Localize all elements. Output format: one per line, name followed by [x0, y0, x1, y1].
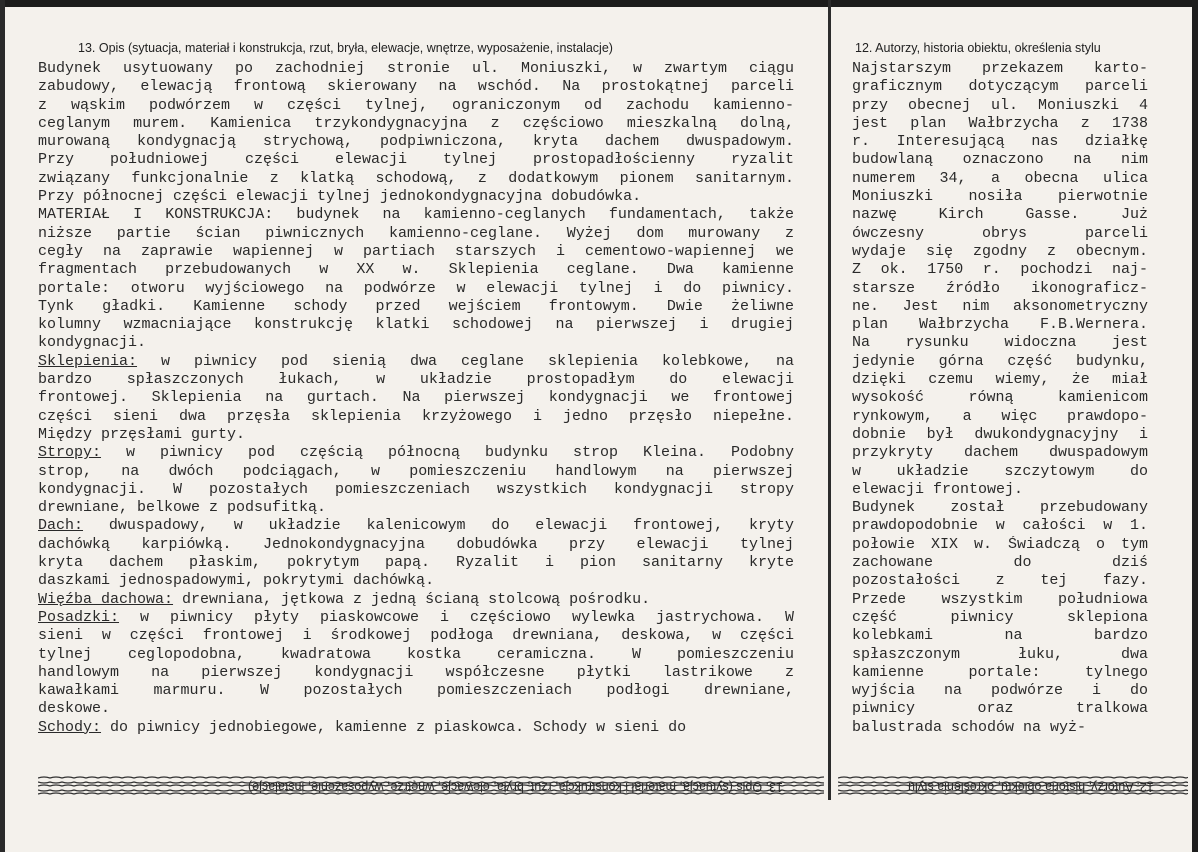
line-text: ceglanym murem. Kamienica trzykondygnacyjna z częściowo mieszkalną dolną,: [38, 114, 794, 132]
text-line: [38, 225, 794, 243]
text-line: [38, 243, 794, 261]
line-text: drewniana, jętkowa z jedną ścianą stolcową pośrodku.: [173, 590, 651, 608]
line-text: prawdopodobnie w całości w 1.: [852, 517, 1148, 535]
line-text: numerem 34, a obecna ulica: [852, 169, 1148, 187]
text-line: [38, 517, 794, 535]
text-line: [852, 609, 1148, 627]
text-line: [852, 115, 1148, 133]
line-text: zabudowy, elewacją frontową skierowany na wschód. Na prostokątnej parceli: [38, 78, 794, 96]
line-text: kolumny wzmacniające konstrukcję klatki schodowej na pierwszej i drugiej: [38, 316, 794, 334]
text-line: [38, 316, 794, 334]
text-line: [38, 133, 794, 151]
top-border: [0, 0, 1198, 7]
text-line: [852, 426, 1148, 444]
line-text: piwnicy oraz tralkowa: [852, 700, 1148, 718]
history-text: [852, 60, 1148, 737]
line-text: r. Interesującą nas działkę: [852, 133, 1148, 151]
text-line: [38, 97, 794, 115]
line-text: ówczesny obrys parceli: [852, 224, 1148, 242]
description-text: [38, 60, 794, 737]
text-line: [852, 225, 1148, 243]
line-text: niższe partie ścian piwnicznych kamienno-ceglane. Wyżej dom murowany z: [38, 224, 794, 242]
text-line: [852, 719, 1148, 737]
line-text: w piwnicy płyty piaskowcowe i częściowo wylewka jastrychowa. W: [119, 608, 794, 626]
text-line: [38, 481, 794, 499]
text-line: [38, 261, 794, 279]
line-text: Najstarszym przekazem karto-: [852, 60, 1148, 77]
line-text: z wąskim podwórzem w części tylnej, ograniczonym od zachodu kamienno-: [38, 96, 794, 114]
line-text: dzięki czemu wiemy, że miał: [852, 371, 1148, 389]
line-text: wysokość równą kamienicom: [852, 389, 1148, 407]
line-text: Moniuszki nosiła pierwotnie: [852, 188, 1148, 206]
line-text: spłaszczonym łuku, dwa: [852, 645, 1148, 663]
text-line: [38, 151, 794, 169]
text-line: [852, 700, 1148, 718]
line-text: drewniane, belkowe z podsufitką.: [38, 499, 327, 517]
text-line: [852, 591, 1148, 609]
text-line: [852, 664, 1148, 682]
text-line: [38, 334, 794, 352]
line-text: pozostałości z tej fazy.: [852, 572, 1148, 590]
line-text: zachowane do dziś: [852, 554, 1148, 572]
text-line: [852, 481, 1148, 499]
text-line: [852, 554, 1148, 572]
text-line: [38, 170, 794, 188]
line-text: deskowe.: [38, 700, 111, 718]
text-line: [38, 408, 794, 426]
line-text: części sieni dwa przęsła sklepienia krzyżowego i jedno przęsło niepełne.: [38, 407, 794, 425]
section-label: Schody:: [38, 718, 102, 736]
line-text: Między przęsłami gurty.: [38, 425, 246, 443]
section-label: Dach:: [38, 517, 84, 535]
text-line: [38, 536, 794, 554]
text-line: [38, 353, 794, 371]
line-text: kawałkami marmuru. W pozostałych pomieszczeniach podłogi drewniane,: [38, 682, 794, 700]
line-text: graficznym dotyczącym parceli: [852, 78, 1148, 96]
text-line: [38, 78, 794, 96]
line-text: sieni w części frontowej i środkowej podłoga drewniana, deskowa, w części: [38, 627, 794, 645]
text-line: [852, 463, 1148, 481]
line-text: kondygnacji.: [38, 334, 147, 352]
line-text: dobnie był dwukondygnacyjny i: [852, 425, 1148, 443]
line-text: jedynie górna część budynku,: [852, 352, 1148, 370]
text-line: [38, 115, 794, 133]
right-column-header: 12. Autorzy, historia obiektu, określenia stylu: [855, 41, 1101, 55]
line-text: wyjścia na podwórze i do: [852, 682, 1148, 700]
line-text: w piwnicy pod sienią dwa ceglane sklepienia kolebkowe, na: [137, 352, 794, 370]
line-text: Tynk gładki. Kamienne schody przed wejściem frontowym. Dwie żeliwne: [38, 297, 794, 315]
line-text: Przy północnej części elewacji tylnej jednokondygnacyjna dobudówka.: [38, 188, 642, 206]
text-line: [852, 517, 1148, 535]
text-line: [852, 572, 1148, 590]
text-line: [852, 151, 1148, 169]
section-label: Posadzki:: [38, 608, 120, 626]
line-text: w piwnicy pod częścią północną budynku strop Kleina. Podobny: [101, 444, 794, 462]
line-text: starsze źródło ikonograficz-: [852, 279, 1148, 297]
section-label: Stropy:: [38, 444, 102, 462]
text-line: [38, 60, 794, 78]
line-text: kryta dachem płaskim, pokrytym papą. Ryzalit i pion sanitarny kryte: [38, 554, 794, 572]
line-text: kondygnacji. W pozostałych pomieszczeniach wszystkich kondygnacji stropy: [38, 480, 794, 498]
line-text: plan Wałbrzycha F.B.Wernera.: [852, 316, 1148, 334]
line-text: handlowym na pierwszej kondygnacji współczesne płytki lastrikowe z: [38, 663, 794, 681]
text-line: [852, 133, 1148, 151]
text-line: [38, 646, 794, 664]
left-column-header: 13. Opis (sytuacja, materiał i konstrukcja, rzut, bryła, elewacje, wnętrze, wyposażenie, instalacje): [78, 41, 613, 55]
line-text: przykryty dachem dwuspadowym: [852, 444, 1148, 462]
text-line: [38, 554, 794, 572]
line-text: MATERIAŁ I KONSTRUKCJA: budynek na kamienno-ceglanych fundamentach, także: [38, 206, 794, 224]
line-text: Na rysunku widoczna jest: [852, 334, 1148, 352]
right-border: [1192, 0, 1198, 852]
text-line: [852, 389, 1148, 407]
text-line: [852, 298, 1148, 316]
text-line: [852, 627, 1148, 645]
text-line: [852, 316, 1148, 334]
line-text: jest plan Wałbrzycha z 1738: [852, 114, 1148, 132]
line-text: nazwę Kirch Gasse. Już: [852, 206, 1148, 224]
line-text: kolebkami na bardzo: [852, 627, 1148, 645]
text-line: [852, 353, 1148, 371]
text-line: [852, 280, 1148, 298]
text-line: [38, 499, 794, 517]
line-text: rynkowym, a więc prawdopo-: [852, 407, 1148, 425]
line-text: Budynek został przebudowany: [852, 499, 1148, 517]
text-line: [852, 408, 1148, 426]
text-line: [852, 536, 1148, 554]
line-text: połowie XIX w. Świadczą o tym: [852, 535, 1148, 553]
line-text: do piwnicy jednobiegowe, kamienne z piaskowca. Schody w sieni do: [101, 718, 687, 736]
text-line: [852, 188, 1148, 206]
text-line: [38, 664, 794, 682]
line-text: portale: otworu wyjściowego na podwórze w elewacji tylnej i do piwnicy.: [38, 279, 794, 297]
text-line: [38, 700, 794, 718]
mirrored-right-header: 12. Autorzy, historia obiektu, określenia stylu: [908, 780, 1154, 794]
text-line: [852, 170, 1148, 188]
line-text: Budynek usytuowany po zachodniej stronie ul. Moniuszki, w zwartym ciągu: [38, 60, 794, 77]
text-line: [38, 389, 794, 407]
line-text: Z ok. 1750 r. pochodzi naj-: [852, 261, 1148, 279]
wavy-line: [38, 777, 824, 778]
text-line: [38, 426, 794, 444]
text-line: [38, 572, 794, 590]
text-line: [852, 499, 1148, 517]
line-text: frontowej. Sklepienia na gurtach. Na pierwszej kondygnacji we frontowej: [38, 389, 794, 407]
wavy-line: [838, 777, 1188, 778]
line-text: Przy południowej części elewacji tylnej prostopadłościenny ryzalit: [38, 151, 794, 169]
text-line: [38, 463, 794, 481]
text-line: [38, 371, 794, 389]
text-line: [852, 261, 1148, 279]
line-text: bardzo spłaszczonych łukach, w układzie prostopadłym do elewacji: [38, 371, 794, 389]
text-line: [852, 78, 1148, 96]
text-line: [852, 334, 1148, 352]
line-text: ne. Jest nim aksonometryczny: [852, 297, 1148, 315]
text-line: [852, 97, 1148, 115]
mirrored-left-header: 13. Opis (sytuacja, materiał i konstrukcja, rzut, bryła, elewacje, wnętrze, wyposażenie, instalacje): [248, 780, 783, 794]
text-line: [38, 444, 794, 462]
line-text: Przede wszystkim południowa: [852, 590, 1148, 608]
text-line: [38, 188, 794, 206]
text-line: [38, 609, 794, 627]
line-text: związany funkcjonalnie z klatką schodową, z dodatkowym pionem sanitarnym.: [38, 169, 794, 187]
line-text: balustrada schodów na wyż-: [852, 718, 1087, 736]
column-divider: [828, 0, 831, 800]
line-text: murowaną kondygnacją strychową, podpiwniczona, kryta dachem dwuspadowym.: [38, 133, 794, 151]
line-text: dachówką karpiówką. Jednokondygnacyjna dobudówka przy elewacji tylnej: [38, 535, 794, 553]
line-text: kamienne portale: tylnego: [852, 663, 1148, 681]
line-text: wydaje się zgodny z obecnym.: [852, 242, 1148, 260]
line-text: daszkami jednospadowymi, pokrytymi dachówką.: [38, 572, 435, 590]
text-line: [38, 627, 794, 645]
text-line: [852, 646, 1148, 664]
right-footer-strip: [838, 772, 1188, 802]
line-text: w układzie szczytowym do: [852, 462, 1148, 480]
text-line: [852, 371, 1148, 389]
line-text: fragmentach przebudowanych w XX w. Sklepienia ceglane. Dwa kamienne: [38, 261, 794, 279]
line-text: dwuspadowy, w układzie kalenicowym do elewacji frontowej, kryty: [83, 517, 794, 535]
text-line: [38, 719, 794, 737]
left-border: [0, 0, 5, 852]
line-text: część piwnicy sklepiona: [852, 608, 1148, 626]
line-text: cegły na zaprawie wapiennej w partiach starszych i cementowo-wapiennej we: [38, 242, 794, 260]
section-label: Więźba dachowa:: [38, 590, 174, 608]
text-line: [38, 682, 794, 700]
text-line: [38, 298, 794, 316]
text-line: [852, 60, 1148, 78]
line-text: tylnej ceglopodobna, kwadratowa kostka ceramiczna. W pomieszczeniu: [38, 645, 794, 663]
left-footer-strip: [38, 772, 824, 802]
line-text: budowlaną oznaczono na nim: [852, 151, 1148, 169]
text-line: [852, 243, 1148, 261]
text-line: [38, 280, 794, 298]
text-line: [852, 444, 1148, 462]
text-line: [38, 206, 794, 224]
line-text: przy obecnej ul. Moniuszki 4: [852, 96, 1148, 114]
section-label: Sklepienia:: [38, 352, 138, 370]
text-line: [852, 682, 1148, 700]
line-text: strop, na dwóch podciągach, w pomieszczeniu handlowym na pierwszej: [38, 462, 794, 480]
text-line: [852, 206, 1148, 224]
line-text: elewacji frontowej.: [852, 480, 1024, 498]
text-line: [38, 591, 794, 609]
